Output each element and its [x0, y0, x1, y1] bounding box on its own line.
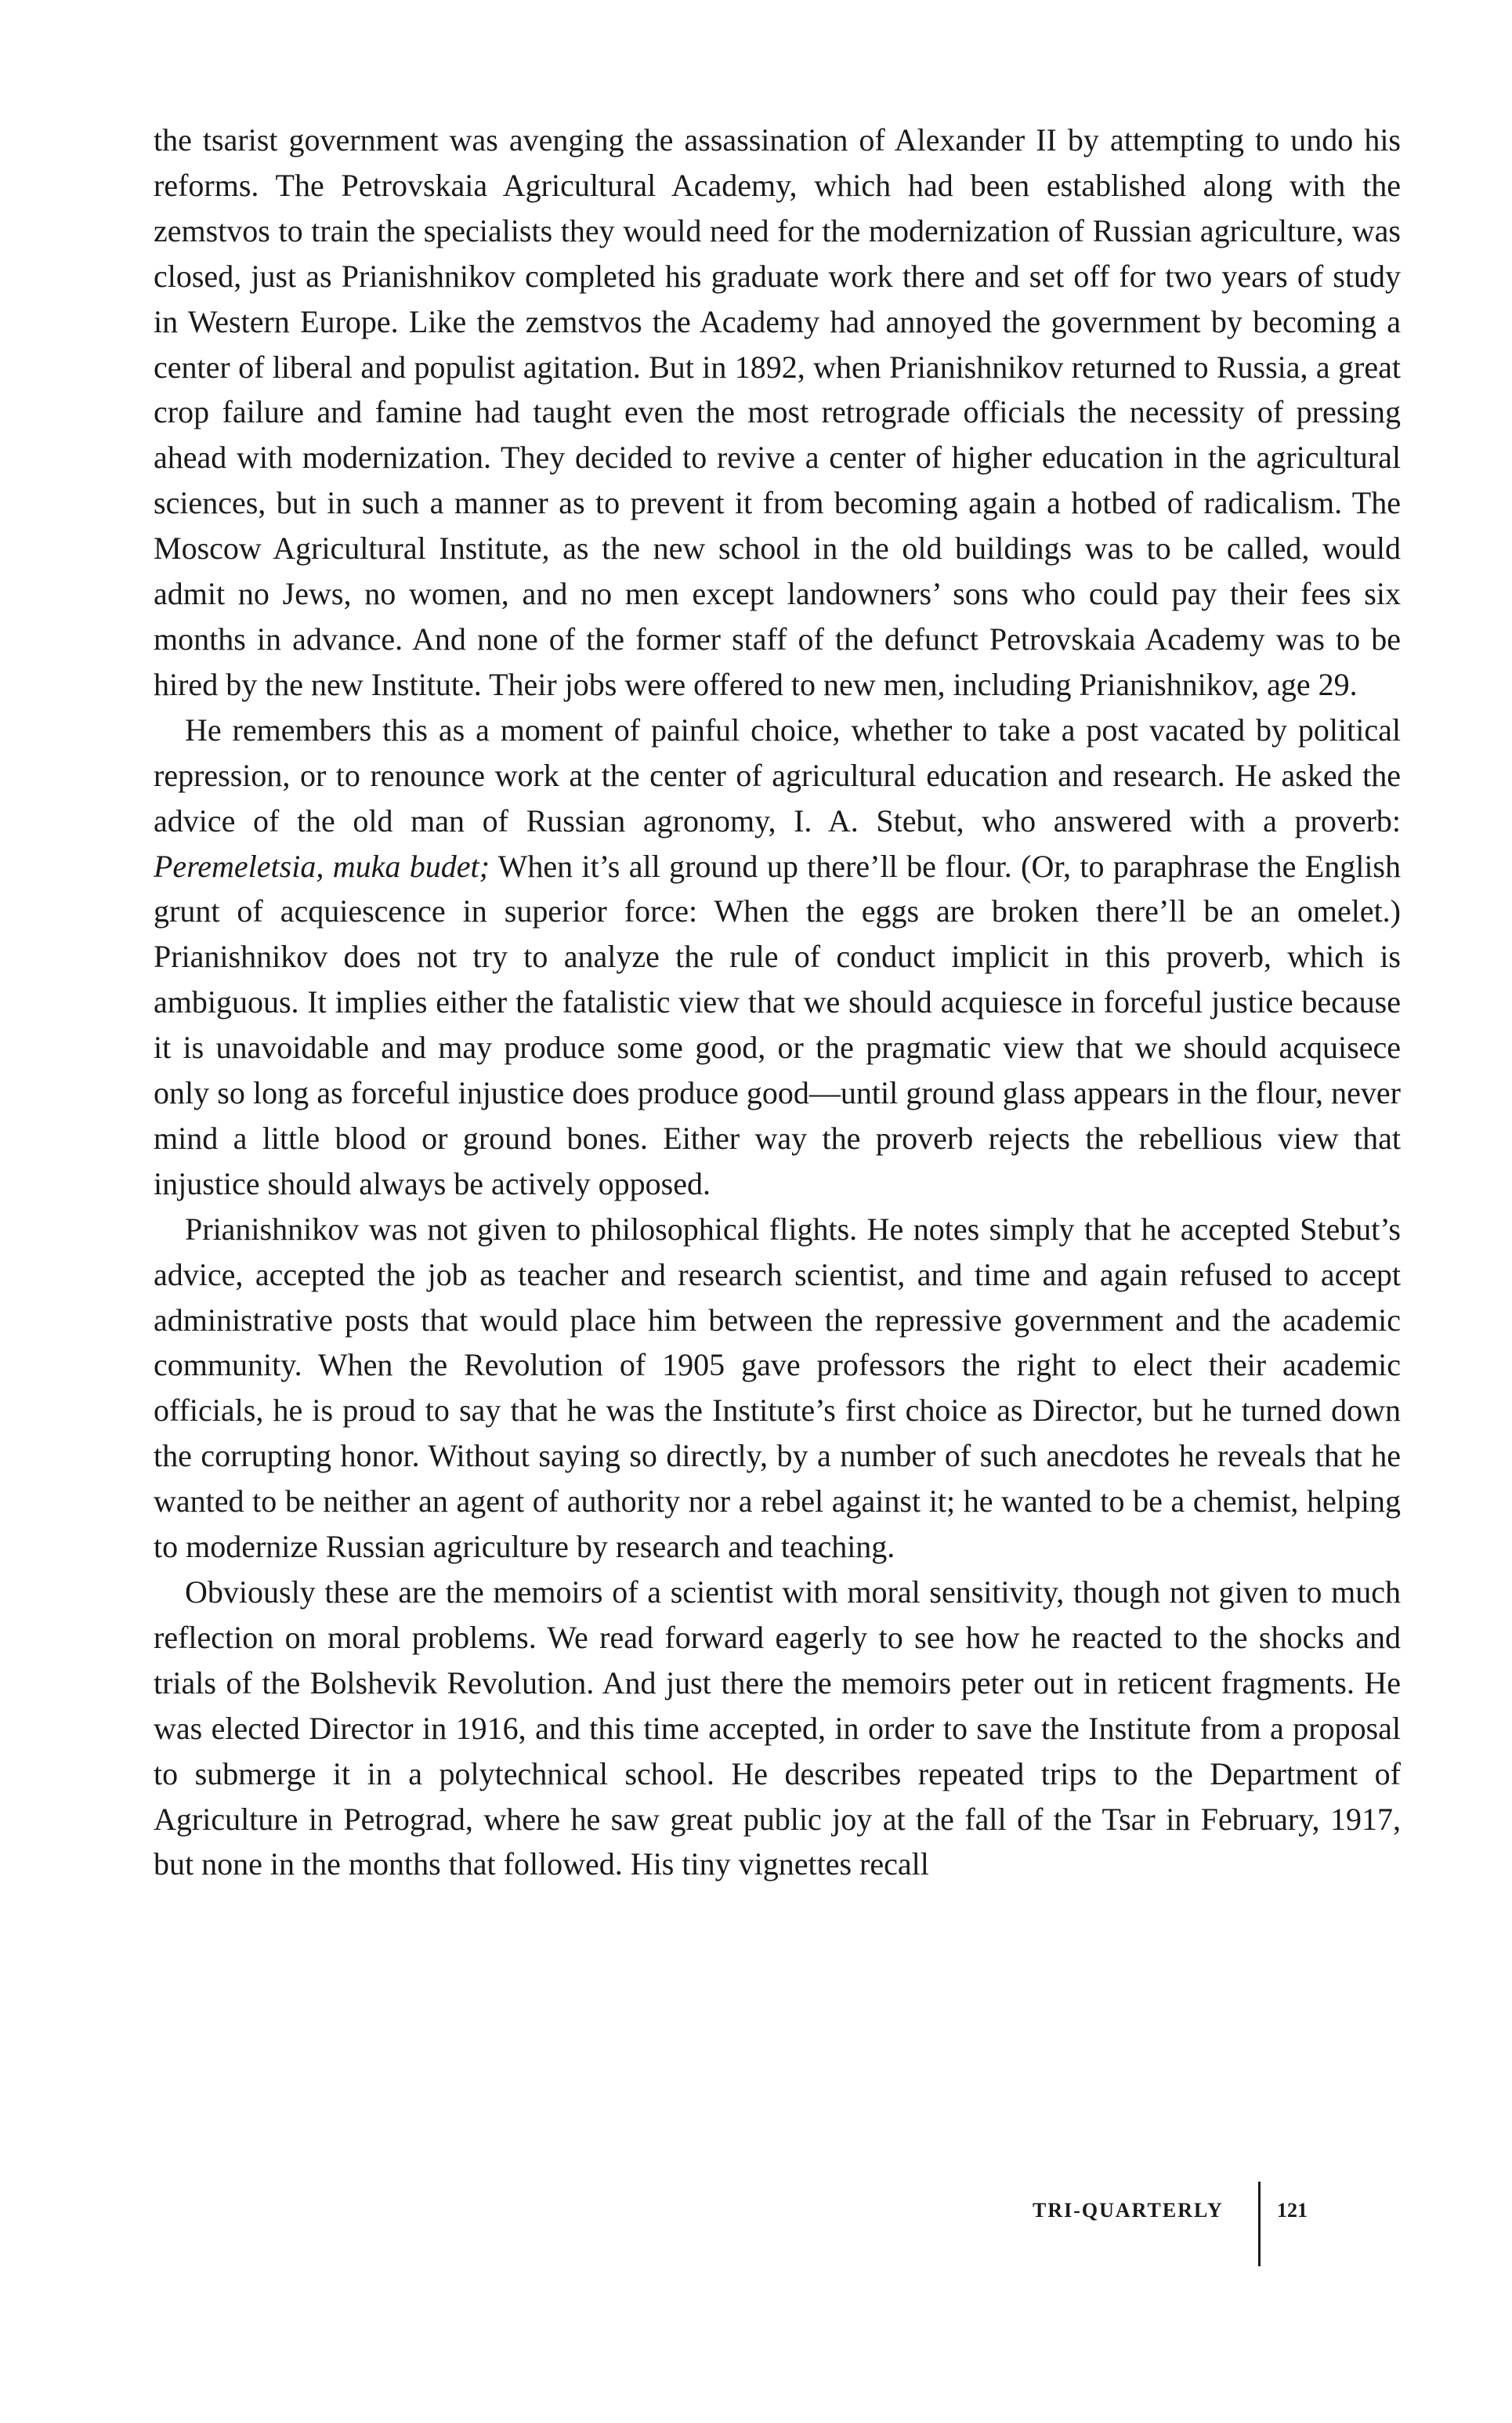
page-footer: [1033, 2182, 1362, 2268]
paragraph-3: [154, 1207, 1401, 1570]
paragraph-4: [154, 1570, 1401, 1887]
article-body: [154, 118, 1401, 1887]
paragraph-2-proverb-italic: Peremeletsia, muka budet;: [154, 848, 490, 884]
paragraph-4-text: Obviously these are the memoirs of a scientist with moral sensitivity, though not given to much reflection on moral problems. We read forward eagerly to see how he reacted to the shocks and trials of the Bolshevik Revolution. And just there the memoirs peter out in reticent fragments. He was elected Director in 1916, and this time accepted, in order to save the Institute from a proposal to submerge it in a polytechnical school. He describes repeated trips to the Department of Agriculture in Petrograd, where he saw great public joy at the fall of the Tsar in February, 1917, but none in the months that followed. His tiny vignettes recall: [154, 1574, 1401, 1882]
paragraph-2-text-a: He remembers this as a moment of painful choice, whether to take a post vacated by political repression, or to renounce work at the center of agricultural education and research. He asked the advice of the old man of Russian agronomy, I. A. Stebut, who answered with a proverb:: [154, 712, 1401, 838]
running-head: TRI-QUARTERLY: [1033, 2199, 1224, 2222]
paragraph-3-text: Prianishnikov was not given to philosophical flights. He notes simply that he accepted Stebut’s advice, accepted the job as teacher and research scientist, and time and again refused to accept administrative posts that would place him between the repressive government and the academic community. When the Revolution of 1905 gave professors the right to elect their academic officials, he is proud to say that he was the Institute’s first choice as Director, but he turned down the corrupting honor. Without saying so directly, by a number of such anecdotes he reveals that he wanted to be neither an agent of authority nor a rebel against it; he wanted to be a chemist, helping to modernize Russian agriculture by research and teaching.: [154, 1211, 1401, 1565]
paragraph-2: [154, 708, 1401, 1207]
paragraph-2-text-b: When it’s all ground up there’ll be flour. (Or, to paraphrase the English grunt of acquiescence in superior force: When the eggs are broken there’ll be an omelet.) Prianishnikov does not try to analyze the rule of conduct implicit in this proverb, which is ambiguous. It implies either the fatalistic view that we should acquiesce in forceful justice because it is unavoidable and may produce some good, or the pragmatic view that we should acquisece only so long as forceful injustice does produce good—until ground glass appears in the flour, never mind a little blood or ground bones. Either way the proverb rejects the rebellious view that injustice should always be actively opposed.: [154, 848, 1402, 1201]
footer-divider: [1258, 2182, 1261, 2266]
paragraph-1-text: the tsarist government was avenging the assassination of Alexander II by attempting to undo his reforms. The Petrovskaia Agricultural Academy, which had been established along with the zemstvos to train the specialists they would need for the modernization of Russian agriculture, was closed, just as Prianishnikov completed his graduate work there and set off for two years of study in Western Europe. Like the zemstvos the Academy had annoyed the government by becoming a center of liberal and populist agitation. But in 1892, when Prianishnikov returned to Russia, a great crop failure and famine had taught even the most retrograde officials the necessity of pressing ahead with modernization. They decided to revive a center of higher education in the agricultural sciences, but in such a manner as to prevent it from becoming again a hotbed of radicalism. The Moscow Agricultural Institute, as the new school in the old buildings was to be called, would admit no Jews, no women, and no men except landowners’ sons who could pay their fees six months in advance. And none of the former staff of the defunct Petrovskaia Academy was to be hired by the new Institute. Their jobs were offered to new men, including Prianishnikov, age 29.: [154, 122, 1401, 702]
page-number: 121: [1277, 2199, 1308, 2222]
paragraph-1: [154, 118, 1401, 708]
